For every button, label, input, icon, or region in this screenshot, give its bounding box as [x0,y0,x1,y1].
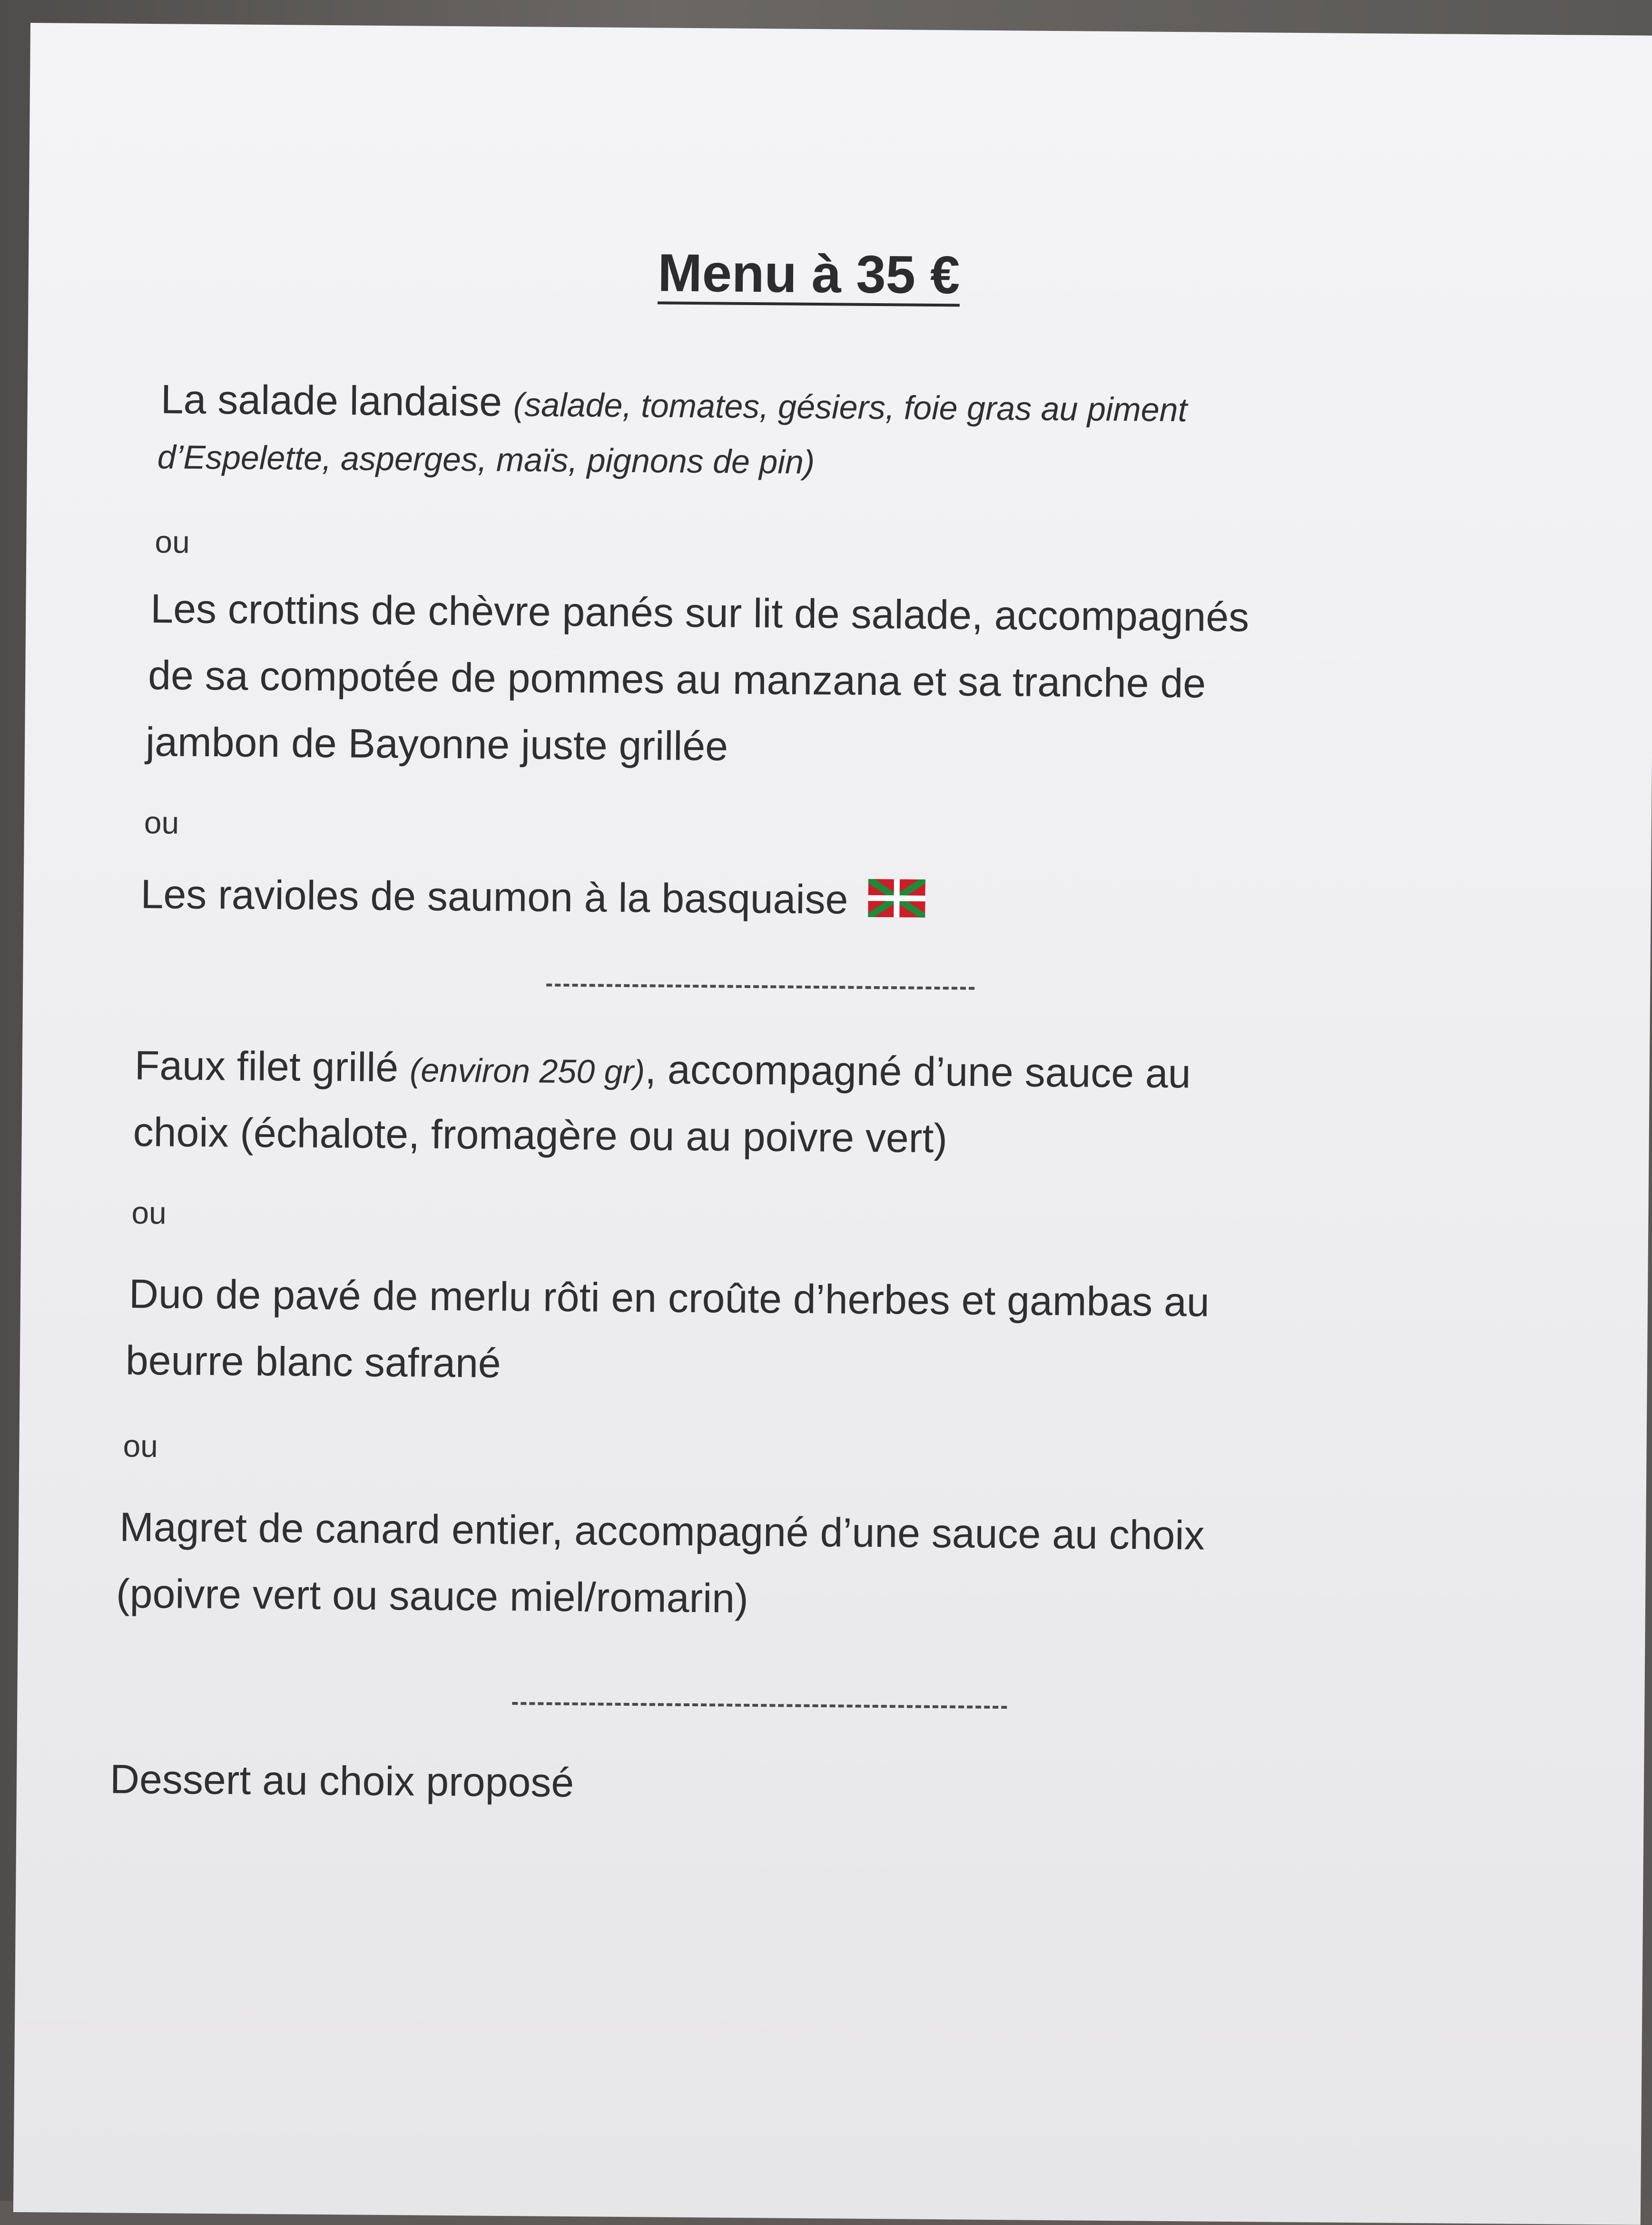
faux-filet-weight: (environ 250 gr) [409,1051,645,1091]
main-merlu-line-2: beurre blanc safrané [125,1337,502,1386]
starter-crottins-line-1: Les crottins de chèvre panés sur lit de salade, accompagnés [150,586,1249,641]
or-label: ou [155,524,190,560]
menu-title: Menu à 35 € [657,243,960,305]
or-label: ou [123,1428,158,1464]
starter-salade-line-1 [160,376,1187,431]
or-label: ou [144,804,179,841]
dessert-line: Dessert au choix proposé [109,1756,574,1806]
faux-filet-name: Faux filet grillé [134,1042,399,1091]
faux-filet-rest: , accompagné d’une sauce au [644,1047,1191,1097]
main-magret-line-1: Magret de canard entier, accompagné d’une sauce au choix [119,1504,1205,1559]
main-merlu-line-1: Duo de pavé de merlu rôti en croûte d’herbes et gambas au [128,1271,1210,1325]
basque-flag-icon [868,879,925,928]
or-label: ou [131,1195,167,1231]
salade-detail-2: d’Espelette, asperges, maïs, pignons de pin) [157,438,815,481]
section-separator [512,1702,1007,1709]
menu-sheet [13,23,1652,2225]
main-magret-line-2: (poivre vert ou sauce miel/romarin) [116,1571,749,1622]
starter-crottins-line-2: de sa compotée de pommes au manzana et sa tranche de [148,652,1206,707]
section-separator [546,984,974,990]
salade-detail-1: (salade, tomates, gésiers, foie gras au piment [513,386,1188,429]
ravioles-text: Les ravioles de saumon à la basquaise [140,871,848,923]
starter-crottins-line-3: jambon de Bayonne juste grillée [145,719,728,770]
salade-name: La salade landaise [160,376,502,425]
main-faux-filet-line-2: choix (échalote, fromagère ou au poivre vert) [133,1109,948,1162]
main-faux-filet-line-1 [134,1042,1191,1098]
starter-ravioles [140,871,925,928]
